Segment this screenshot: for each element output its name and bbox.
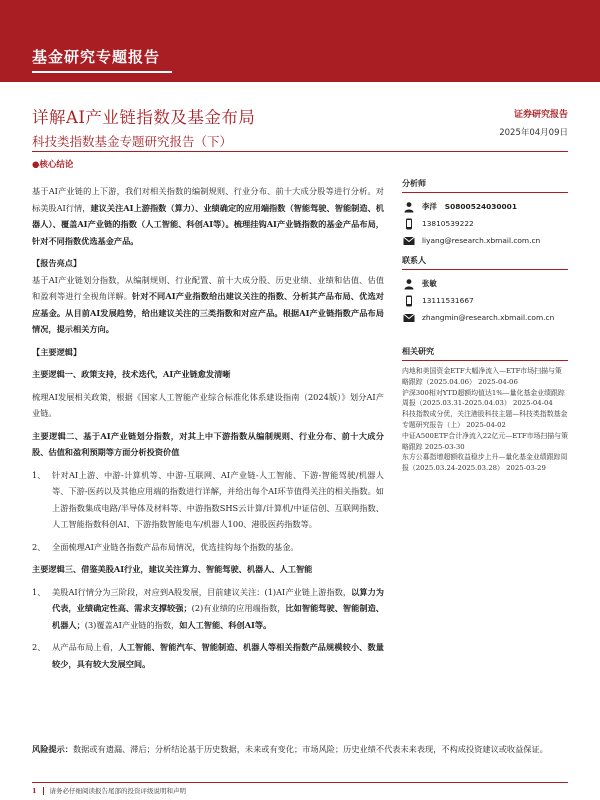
risk-label: 风险提示： [32,744,73,754]
header-title: 基金研究专题报告 [32,48,161,66]
analyst-email[interactable]: liyang@research.xbmail.com.cn [422,236,541,245]
highlights-paragraph [32,272,384,338]
list-text-bold: 以算力为代表，业绩确定性高、需求支撑较强； [52,586,384,613]
list-text-part: (2)有业绩的应用端指数， [191,603,286,613]
list-text-part: (3)覆盖AI产业链的指数， [84,619,180,630]
list-text: 全面梳理AI产业链各指数产品布局情况，优选挂钩每个指数的基金。 [52,541,299,552]
mail-icon [402,234,416,248]
list-text-bold: 人工智能、智能汽车、智能制造、机器人等相关指数产品规模较小、数量较少，具有较大发展空间。 [52,642,384,669]
summary-bold-text: 建议关注AI上游指数（算力）、业绩确定的应用端指数（智能驾驶、智能制造、机器人）、覆盖AI产业链的指数（人工智能、科创AI等）。梳理挂钩AI产业链指数的基金产品布局，针对不同指数优选基金产品。 [32,202,384,246]
logic-three-item-1 [32,584,384,634]
core-conclusion-label: ●核心结论 [32,160,74,170]
related-list [402,366,568,474]
logic-one-heading: 主要逻辑一、政策支持，技术迭代，AI产业链愈发清晰 [32,369,231,379]
person-icon [402,200,416,214]
contact-name: 张敏 [422,279,437,288]
highlights-text: 基于AI产业链划分指数，从编制规则、行业配置、前十大成分股、历史业绩、业绩和估值、估值和盈利等进行全视角详解。 [32,274,384,301]
risk-text: 数据或有遗漏、滞后；分析结论基于历史数据，未来或有变化；市场风险；历史业绩不代表未来表现，不构成投资建议或收益保证。 [72,744,548,754]
report-type: 证券研究报告 [513,110,568,120]
list-text-bold: 比如智能驾驶、智能制造、机器人； [52,603,384,630]
main-body [32,183,384,672]
list-number: 2、 [32,642,46,652]
page-number: 1 [32,786,37,795]
footer-separator [43,787,44,795]
analyst-license: S0800524030001 [444,202,517,211]
analyst-name: 李洋 [422,202,437,211]
contact-email[interactable]: zhangmin@research.xbmail.com.cn [422,313,555,322]
list-text: 针对AI上游、中游-计算机等、中游-互联网、AI产业链-人工智能、下游-智能驾驶/机器人等、下游-医药以及其他应用端的指数进行详解，并给出每个AI环节值得关注的相关指数。如上游指数集成电路/半导体及材料等、中游指数SHS云计算/计算机/中证信创、互联网指数、人工智能指数科创AI、下游指数智能电车/机器人100、港股医药指数等。 [52,469,384,529]
list-text-part: 美股AI行情分为三阶段，对应到A股发展，目前建议关注：(1)AI产业链上游指数， [52,586,352,597]
logic-heading: 【主要逻辑】 [32,346,82,357]
summary-text: 基于AI产业链的上下游，我们对相关指数的编制规则、行业分布、前十大成分股等进行分析。对标美股AI行情， [32,186,384,213]
list-text [52,584,384,634]
contact-card [402,275,568,326]
analyst-card [402,198,568,249]
related-item[interactable]: 东方公募指增超额收益稳步上升—量化基金业绩跟踪周报（2025.03.24-2025.03.28） 2025-03-29 [402,453,568,473]
related-item[interactable]: 沪深300相对YTD超额均值达1%—量化基金业绩跟踪周报（2025.03.31-2025.04.03） 2025-04-04 [402,388,565,408]
risk-warning [32,740,568,758]
list-text-bold: 如人工智能、科创AI等。 [179,619,272,630]
related-heading: 相关研究 [402,346,568,361]
title-divider [32,151,568,152]
highlights-bold-text: 针对不同AI产业指数给出建议关注的指数、分析其产品布局、优选对应基金。从目前AI发展趋势，给出建议关注的三类指数和对应产品。根据AI产业链指数产品布局情况，提示相关方向。 [32,291,384,334]
highlights-heading: 【报告亮点】 [32,258,82,268]
report-date: 2025年04月09日 [499,128,568,138]
list-number: 2、 [32,541,46,552]
phone-icon [402,217,416,231]
related-item[interactable]: 中证A500ETF合计净流入22亿元—ETF市场扫描与策略跟踪 2025-03-30 [402,431,568,451]
header-underline [32,71,172,73]
related-item[interactable]: 内地和美国资金ETF大幅净流入—ETF市场扫描与策略跟踪（2025.04.06） 2025-04-06 [402,367,562,386]
logic-two-item-1 [32,467,384,533]
logic-two-heading: 主要逻辑二、基于AI产业链划分指数，对其上中下游指数从编制规则、行业分布、前十大成分股、估值和盈利预期等方面分析投资价值 [32,430,384,457]
sidebar [402,178,568,474]
mail-icon [402,311,416,325]
analyst-phone: 13810539222 [422,219,474,228]
list-text [52,639,384,672]
logic-three-item-2 [32,639,384,672]
footer-divider [32,782,568,783]
list-number: 1、 [32,586,46,597]
list-text-part: 从产品布局上看， [52,642,119,652]
summary-paragraph [32,183,384,249]
related-item[interactable]: 科技指数成分优，关注港股科技主题—科技类指数基金专题研究报告（上） 2025-04-02 [402,410,568,429]
doc-subtitle: 科技类指数基金专题研究报告（下） [32,134,233,149]
logic-two-item-2 [32,539,384,556]
phone-icon [402,294,416,308]
logic-one-body: 梳理AI发展相关政策，根据《国家人工智能产业综合标准化体系建设指南（2024版）》划分AI产业链。 [32,391,384,418]
person-icon [402,277,416,291]
analyst-heading: 分析师 [402,178,568,193]
list-number: 1、 [32,469,46,480]
footer [32,786,186,795]
doc-title: 详解AI产业链指数及基金布局 [32,108,256,127]
footer-disclaimer: 请务必仔细阅读报告尾部的投资评级说明和声明 [49,787,187,795]
contact-phone: 13111531667 [422,296,474,305]
header-band [0,0,600,82]
logic-three-heading: 主要逻辑三、借鉴美股AI行业，建议关注算力、智能驾驶、机器人、人工智能 [32,564,313,574]
contact-heading: 联系人 [402,255,568,270]
